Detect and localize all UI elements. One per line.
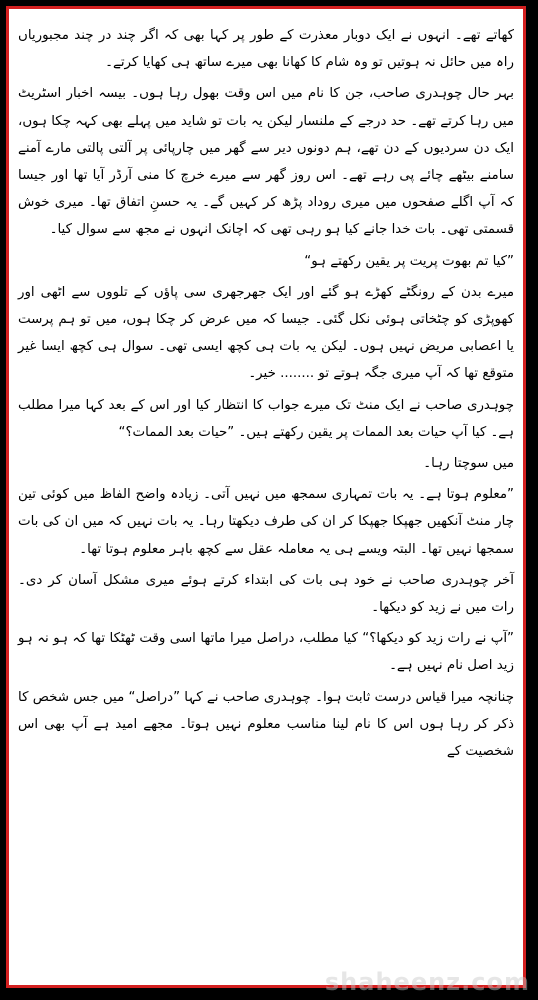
article-body (18, 22, 514, 765)
paragraph-4: میرے بدن کے رونگٹے کھڑے ہو گئے اور ایک جھرجھری سی پاؤں کے تلووں سے اٹھی اور کھوپڑی کو چٹخاتی ہوئی نکل گئی۔ جیسا کہ میں عرض کر چکا ہوں، میں تو ہم پرست یا اعصابی مریض نہیں ہوں۔ لیکن یہ بات ہی کچھ ایسی تھی۔ سوال ہی کچھ ایسا غیر متوقع تھا کہ آپ میری جگہ ہوتے تو ........ خیر۔ (18, 284, 514, 382)
watermark: shaheenz.com (324, 968, 530, 996)
paragraph-9: ”آپ نے رات زید کو دیکھا؟“ کیا مطلب، دراصل میرا ماتھا اسی وقت ٹھٹکا تھا کہ ہو نہ ہو زید اصل نام نہیں ہے۔ (18, 631, 514, 674)
paragraph-1: کھاتے تھے۔ انہوں نے ایک دوبار معذرت کے طور پر کہا بھی کہ اگر چند در چند مجبوریاں راہ میں حائل نہ ہوتیں تو وہ شام کا کھانا بھی میرے ساتھ ہی کھایا کرتے۔ (18, 28, 514, 71)
paragraph-6: میں سوچتا رہا۔ (423, 456, 514, 472)
paragraph-5: چوہدری صاحب نے ایک منٹ تک میرے جواب کا انتظار کیا اور اس کے بعد کہا میرا مطلب ہے۔ کیا آپ حیات بعد الممات پر یقین رکھتے ہیں۔ ”حیات بعد الممات؟“ (18, 397, 514, 440)
paragraph-3-quote: ”کیا تم بھوت پریت پر یقین رکھتے ہو“ (304, 253, 514, 269)
paragraph-10: چنانچہ میرا قیاس درست ثابت ہوا۔ چوہدری صاحب نے کہا ”دراصل“ میں جس شخص کا ذکر کر رہا ہوں اس کا نام لینا مناسب معلوم نہیں ہوتا۔ مجھے امید ہے آپ بھی اس شخصیت کے (18, 689, 514, 760)
book-page (18, 22, 514, 982)
paragraph-8: آخر چوہدری صاحب نے خود ہی بات کی ابتداء کرتے ہوئے میری مشکل آسان کر دی۔ رات میں نے زید کو دیکھا۔ (18, 572, 514, 616)
paragraph-7: ”معلوم ہوتا ہے۔ یہ بات تمہاری سمجھ میں نہیں آتی۔ زیادہ واضح الفاظ میں کوئی تین چار منٹ آنکھیں جھپکا جھپکا کر ان کی طرف دیکھتا رہا۔ یہ بات نہیں کہ میں ان کی بات سمجھا نہیں تھا۔ البتہ ویسے ہی یہ معاملہ عقل سے کچھ باہر معلوم ہوتا تھا۔ (18, 487, 514, 557)
paragraph-2: بہر حال چوہدری صاحب، جن کا نام میں اس وقت بھول رہا ہوں۔ بیسہ اخبار اسٹریٹ میں رہا کرتے تھے۔ حد درجے کے ملنسار لیکن یہ بات تو شاید میں پہلے بھی کہہ چکا ہوں، ایک دن سردیوں کے دن تھے، ہم دونوں دیر سے گھر میں چارپائی پر آلتی پالتی مارے آمنے سامنے بیٹھے چائے پی رہے تھے۔ اس روز گھر سے میرے خرچ کا منی آرڈر آیا تھا اور جیسا کہ آپ اگلے صفحوں میں میری روداد پڑھ کر کہیں گے۔ یہ حسنِ اتفاق تھا۔ میری خوش قسمتی تھی۔ بات خدا جانے کیا ہو رہی تھی کہ اچانک انہوں نے مجھ سے سوال کیا۔ (18, 86, 514, 238)
